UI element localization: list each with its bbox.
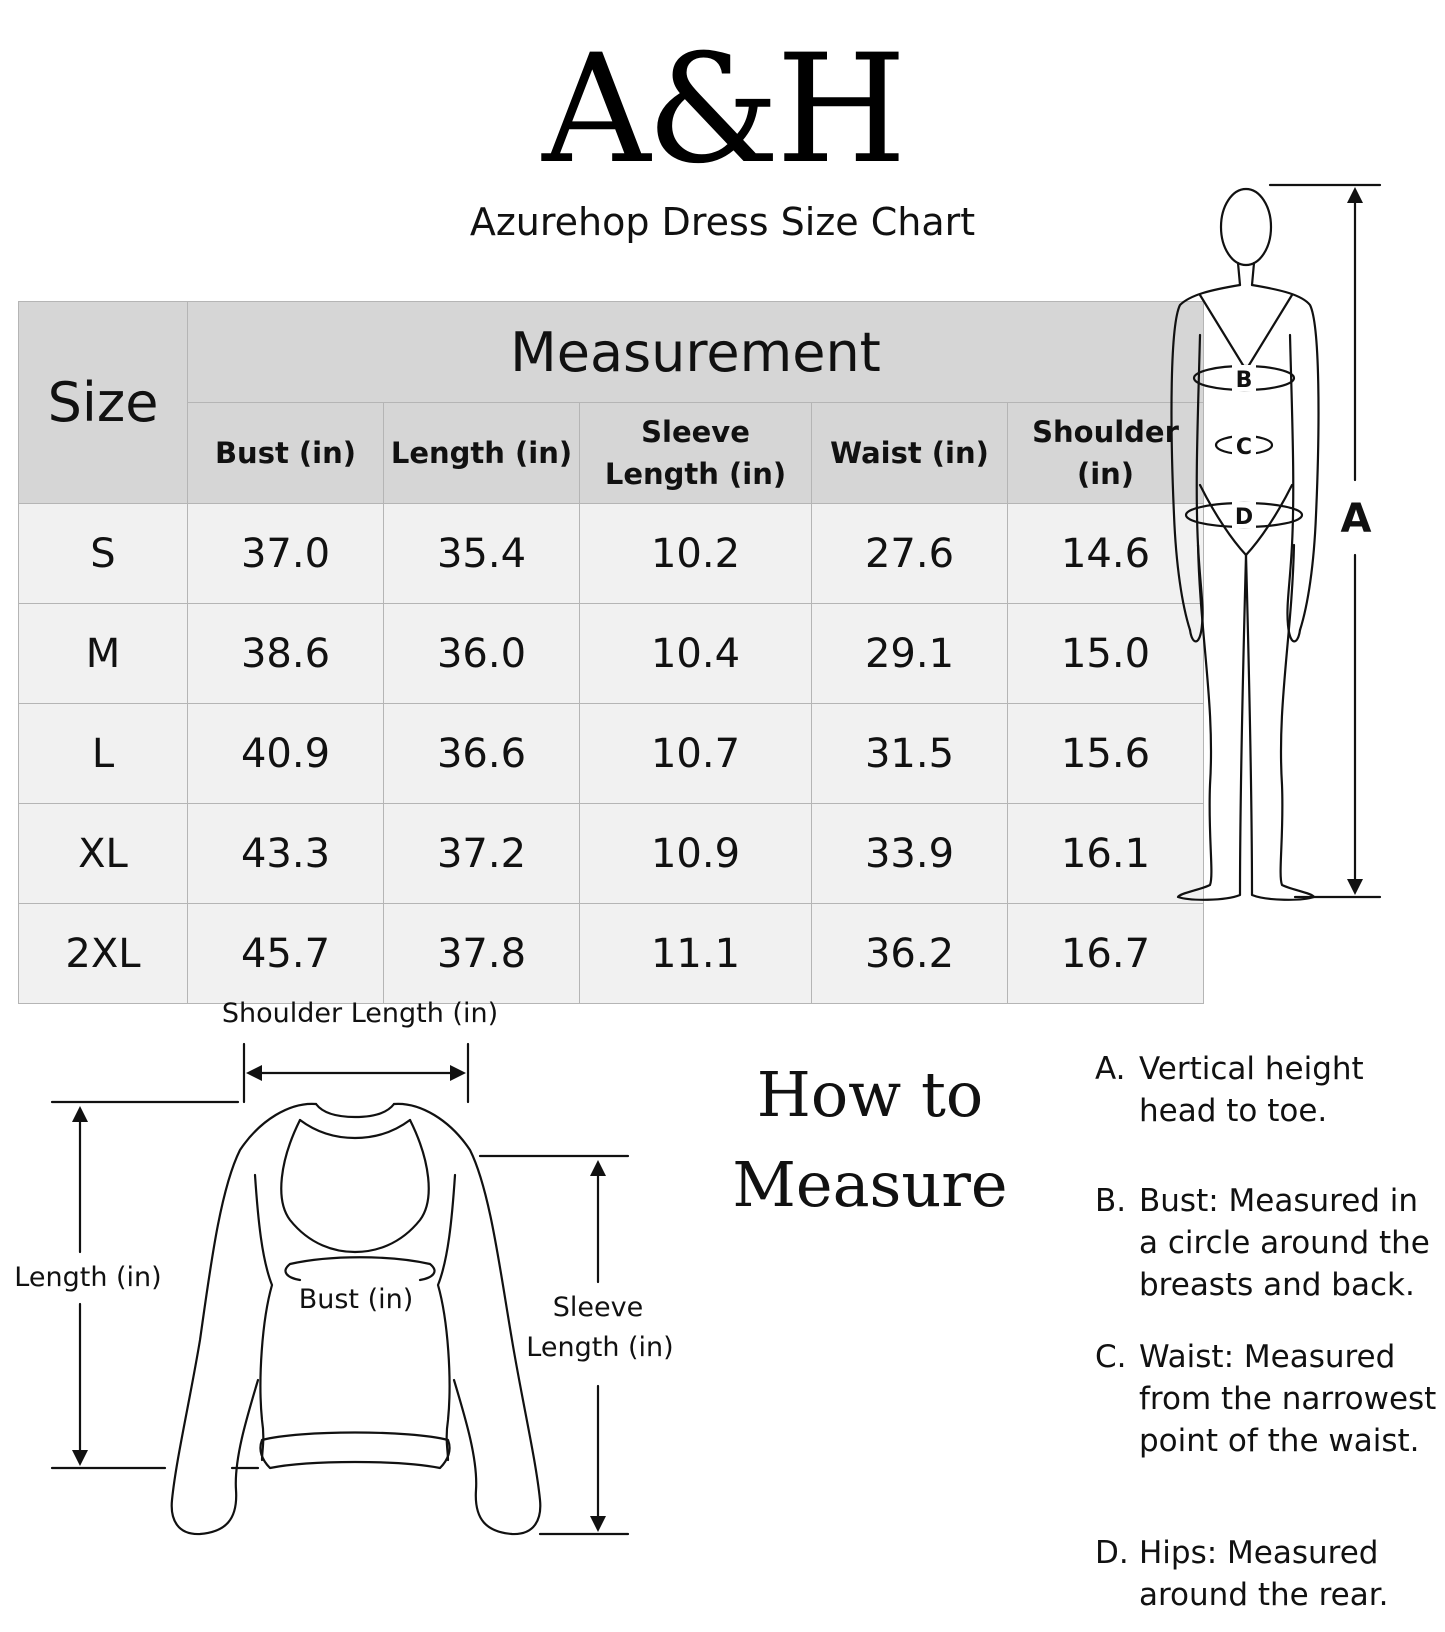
shoulder-cell: 15.6	[1008, 704, 1204, 804]
bust-label: Bust (in)	[298, 1284, 414, 1315]
bust-cell: 45.7	[188, 904, 384, 1004]
column-header-shoulder: Shoulder (in)	[1008, 403, 1204, 504]
length-label: Length (in)	[14, 1262, 162, 1293]
shoulder-length-label: Shoulder Length (in)	[221, 998, 499, 1029]
note-d	[1095, 1532, 1440, 1616]
waist-cell: 31.5	[812, 704, 1008, 804]
column-header-length: Length (in)	[384, 403, 580, 504]
sleeve-cell: 10.2	[580, 504, 812, 604]
length-cell: 36.0	[384, 604, 580, 704]
sleeve-label-line2: Length (in)	[526, 1332, 674, 1363]
table-row	[19, 904, 1204, 1004]
note-text: Vertical height head to toe.	[1139, 1051, 1364, 1129]
size-table	[18, 301, 1204, 1004]
size-cell: 2XL	[19, 904, 188, 1004]
waist-cell: 36.2	[812, 904, 1008, 1004]
sleeve-cell: 11.1	[580, 904, 812, 1004]
waist-cell: 27.6	[812, 504, 1008, 604]
sleeve-label-line1: Sleeve	[552, 1292, 644, 1323]
sleeve-cell: 10.4	[580, 604, 812, 704]
note-a	[1095, 1048, 1440, 1132]
shoulder-cell: 16.7	[1008, 904, 1204, 1004]
size-cell: L	[19, 704, 188, 804]
body-label-b: B	[1235, 368, 1253, 393]
body-label-c: C	[1235, 435, 1253, 460]
waist-cell: 33.9	[812, 804, 1008, 904]
head-outline	[1221, 189, 1271, 265]
bust-cell: 37.0	[188, 504, 384, 604]
body-label-d: D	[1234, 505, 1254, 530]
note-letter: A.	[1095, 1051, 1126, 1087]
size-cell: M	[19, 604, 188, 704]
shoulder-cell: 15.0	[1008, 604, 1204, 704]
bust-cell: 40.9	[188, 704, 384, 804]
length-cell: 35.4	[384, 504, 580, 604]
shoulder-cell: 16.1	[1008, 804, 1204, 904]
how-to-line2: Measure	[732, 1148, 1008, 1221]
sweater-diagram	[0, 998, 720, 1632]
table-row	[19, 804, 1204, 904]
how-to-measure-heading	[720, 1050, 1020, 1230]
length-cell: 37.8	[384, 904, 580, 1004]
note-text: Bust: Measured in a circle around the breasts and back.	[1139, 1183, 1430, 1303]
waist-cell: 29.1	[812, 604, 1008, 704]
measurement-header: Measurement	[188, 302, 1204, 403]
chart-subtitle: Azurehop Dress Size Chart	[469, 200, 976, 244]
sleeve-cell: 10.7	[580, 704, 812, 804]
column-header-waist: Waist (in)	[812, 403, 1008, 504]
size-cell: S	[19, 504, 188, 604]
size-cell: XL	[19, 804, 188, 904]
measurement-notes	[1095, 1048, 1440, 1616]
body-figure	[1170, 185, 1440, 945]
note-letter: D.	[1095, 1535, 1129, 1571]
body-label-a: A	[1340, 496, 1372, 542]
shoulder-cell: 14.6	[1008, 504, 1204, 604]
column-header-sleeve: Sleeve Length (in)	[580, 403, 812, 504]
table-row	[19, 604, 1204, 704]
column-header-bust: Bust (in)	[188, 403, 384, 504]
note-letter: B.	[1095, 1183, 1127, 1219]
length-cell: 36.6	[384, 704, 580, 804]
note-text: Hips: Measured around the rear.	[1139, 1535, 1389, 1613]
sleeve-cell: 10.9	[580, 804, 812, 904]
bust-cell: 38.6	[188, 604, 384, 704]
length-cell: 37.2	[384, 804, 580, 904]
note-c	[1095, 1336, 1440, 1462]
note-letter: C.	[1095, 1339, 1127, 1375]
note-text: Waist: Measured from the narrowest point of the waist.	[1139, 1339, 1437, 1459]
table-row	[19, 704, 1204, 804]
how-to-line1: How to	[756, 1058, 984, 1131]
brand-logo: A&H	[542, 23, 903, 197]
bust-cell: 43.3	[188, 804, 384, 904]
note-b	[1095, 1180, 1440, 1306]
size-header: Size	[19, 302, 188, 504]
table-row	[19, 504, 1204, 604]
